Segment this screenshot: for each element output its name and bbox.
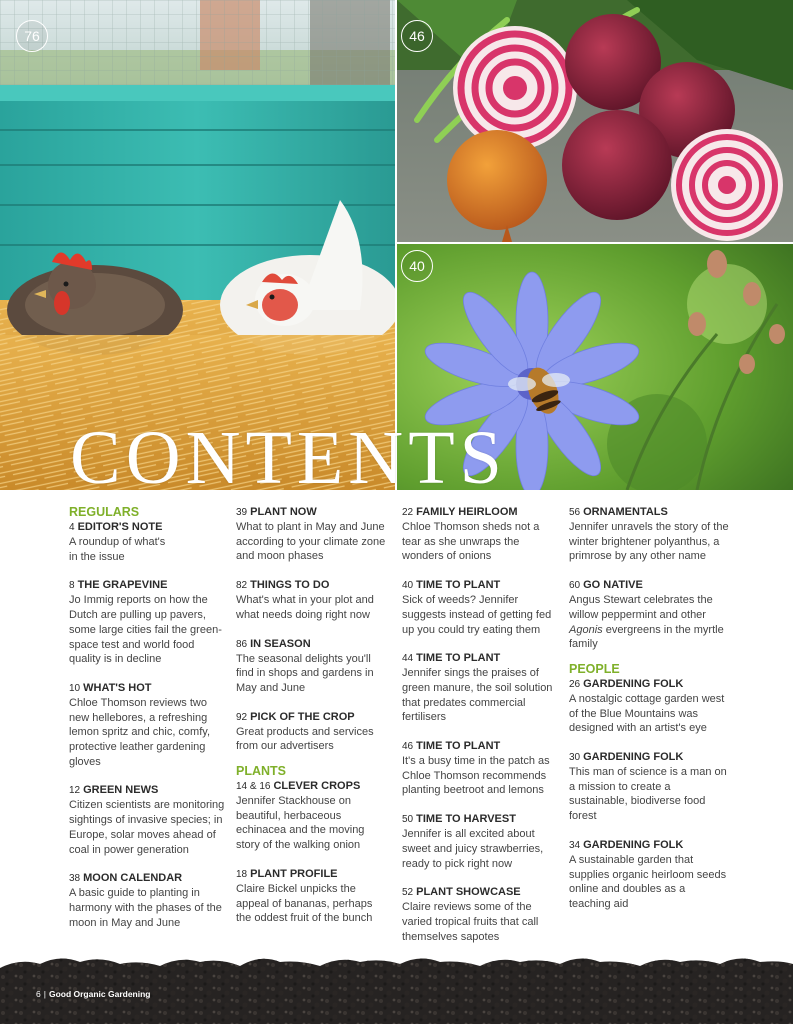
entry-title: FAMILY HEIRLOOM	[416, 506, 518, 518]
contents-entry[interactable]	[402, 505, 562, 564]
entry-page-number: 50	[402, 814, 414, 826]
entry-description: Jennifer Stackhouse on beautiful, herbaceous echinacea and the moving story of the walking onion	[236, 795, 365, 852]
entry-description: Chloe Thomson reviews two new hellebores, a refreshing lemon spritz and chic, comfy, protective leather gardening gloves	[69, 696, 211, 768]
contents-entry[interactable]	[402, 739, 562, 798]
entry-page-number: 26	[569, 678, 581, 690]
contents-entry[interactable]	[236, 505, 386, 564]
entry-page-number: 22	[402, 507, 414, 518]
entry-title: GARDENING FOLK	[583, 838, 684, 851]
contents-column-2	[236, 505, 386, 940]
contents-entry[interactable]	[569, 750, 729, 824]
contents-entry[interactable]	[69, 871, 229, 930]
contents-entry[interactable]	[569, 677, 729, 736]
contents-entry[interactable]	[236, 867, 386, 926]
entry-description: What's what in your plot and what needs doing right now	[236, 594, 374, 621]
contents-entry[interactable]	[69, 578, 229, 667]
contents-entry[interactable]	[236, 779, 386, 853]
contents-entry[interactable]	[69, 520, 229, 564]
entry-page-number: 4	[69, 522, 75, 533]
entry-title: PLANT PROFILE	[250, 867, 338, 880]
entry-title: PLANT NOW	[250, 506, 317, 518]
entry-page-number: 39	[236, 507, 248, 518]
contents-column-4	[569, 505, 729, 926]
entry-page-number: 12	[69, 785, 81, 797]
entry-description: Citizen scientists are monitoring sightings of invasive species; in Europe, solar moves ahead of coal in power generation	[69, 799, 225, 856]
page-number-badge[interactable]: 76	[16, 20, 48, 52]
entry-description: Jennifer is all excited about sweet and juicy strawberries, ready to pick right now	[402, 828, 544, 870]
entry-page-number: 14 & 16	[236, 781, 271, 793]
entry-title: PICK OF THE CROP	[250, 710, 355, 723]
page-number-badge[interactable]: 46	[401, 20, 433, 52]
contents-entry[interactable]	[569, 505, 729, 564]
entry-title: ORNAMENTALS	[583, 506, 668, 518]
contents-column-1	[69, 505, 229, 944]
entry-description: What to plant in May and June according to your climate zone and moon phases	[236, 521, 386, 563]
beetroot-photo	[397, 0, 793, 242]
contents-entry[interactable]	[402, 885, 562, 944]
entry-description: The seasonal delights you'll find in shops and gardens in May and June	[236, 652, 374, 694]
entry-page-number: 18	[236, 868, 248, 880]
contents-entry[interactable]	[236, 637, 386, 696]
entry-title: THE GRAPEVINE	[77, 579, 168, 592]
entry-title: IN SEASON	[250, 637, 311, 650]
entry-description: Chloe Thomson sheds not a tear as she unwraps the wonders of onions	[402, 521, 540, 563]
contents-entry[interactable]	[236, 710, 386, 754]
entry-title: TIME TO PLANT	[416, 579, 501, 592]
entry-description: Claire reviews some of the varied tropical fruits that call themselves sapotes	[402, 901, 539, 943]
entry-description: Great products and services from our advertisers	[236, 725, 374, 753]
footer-magazine-name: Good Organic Gardening	[48, 989, 151, 999]
contents-entry[interactable]	[69, 681, 229, 770]
entry-title: TIME TO PLANT	[416, 652, 501, 665]
section-heading-plants: PLANTS	[236, 764, 286, 779]
entry-description: Claire Bickel unpicks the appeal of bananas, perhaps the oddest fruit of the bunch	[236, 882, 373, 925]
entry-description: A sustainable garden that supplies organic heirloom seeds online and doubles as a teaching aid	[569, 853, 727, 910]
entry-description: Jennifer sings the praises of green manure, the soil solution that predates commercial fertilisers	[402, 667, 553, 724]
entry-title: EDITOR'S NOTE	[77, 521, 163, 533]
contents-column-3	[402, 505, 562, 958]
contents-entry[interactable]	[402, 812, 562, 871]
page-footer	[36, 989, 151, 999]
entry-title: TIME TO HARVEST	[416, 813, 516, 826]
entry-title: THINGS TO DO	[250, 579, 330, 592]
entry-title: CLEVER CROPS	[273, 780, 361, 793]
entry-page-number: 8	[69, 580, 75, 592]
entry-page-number: 46	[402, 741, 414, 753]
entry-description-text: Angus Stewart celebrates the willow peppermint and other	[569, 594, 713, 621]
page-number-badge[interactable]: 40	[401, 250, 433, 282]
section-heading-regulars: REGULARS	[69, 505, 140, 519]
entry-title: GARDENING FOLK	[583, 751, 684, 764]
entry-description: Jo Immig reports on how the Dutch are pulling up pavers, some large cities fail the green-space test and world food quality is in decline	[69, 594, 222, 666]
entry-title: TIME TO PLANT	[416, 740, 501, 753]
entry-description: A roundup of what's in the issue	[69, 536, 166, 563]
entry-description	[569, 593, 729, 652]
contents-entry[interactable]	[236, 578, 386, 622]
soil-strip	[0, 950, 793, 1024]
entry-page-number: 34	[569, 839, 581, 851]
entry-page-number: 82	[236, 580, 248, 592]
entry-description-emphasis: Agonis	[569, 623, 603, 636]
entry-title: PLANT SHOWCASE	[416, 886, 521, 899]
entry-page-number: 52	[402, 887, 414, 899]
entry-page-number: 30	[569, 752, 581, 764]
entry-description: Jennifer unravels the story of the winter brightener polyanthus, a primrose by any other name	[569, 521, 729, 563]
entry-title: GO NATIVE	[583, 579, 643, 592]
entry-page-number: 60	[569, 580, 581, 592]
entry-title: GARDENING FOLK	[583, 677, 684, 690]
entry-page-number: 44	[402, 653, 414, 665]
entry-description: It's a busy time in the patch as Chloe Thomson recommends planting beetroot and lemons	[402, 755, 550, 797]
contents-title: CONTENTS	[70, 416, 507, 500]
contents-entry[interactable]	[569, 838, 729, 912]
entry-page-number: 56	[569, 507, 581, 518]
entry-description: A basic guide to planting in harmony with the phases of the moon in May and June	[69, 887, 222, 929]
entry-title: GREEN NEWS	[83, 784, 159, 797]
entry-page-number: 38	[69, 873, 81, 885]
entry-page-number: 40	[402, 580, 414, 592]
contents-entry[interactable]	[569, 578, 729, 652]
footer-page-number: 6	[36, 989, 41, 999]
entry-title: WHAT'S HOT	[83, 681, 152, 694]
contents-entry[interactable]	[402, 651, 562, 725]
entry-page-number: 92	[236, 711, 248, 723]
section-heading-people: PEOPLE	[569, 661, 620, 676]
contents-entry[interactable]	[402, 578, 562, 637]
entry-title: MOON CALENDAR	[83, 872, 183, 885]
entry-page-number: 10	[69, 682, 81, 694]
entry-description-text: evergreens in the myrtle family	[569, 623, 724, 651]
entry-description: Sick of weeds? Jennifer suggests instead of getting fed up you could try eating them	[402, 594, 552, 636]
contents-entry[interactable]	[69, 783, 229, 857]
entry-description: This man of science is a man on a mission to create a sustainable, biodiverse food forest	[569, 766, 727, 823]
footer-separator: |	[43, 989, 46, 999]
entry-page-number: 86	[236, 638, 248, 650]
entry-description: A nostalgic cottage garden west of the Blue Mountains was designed with an artist's eye	[569, 692, 725, 735]
